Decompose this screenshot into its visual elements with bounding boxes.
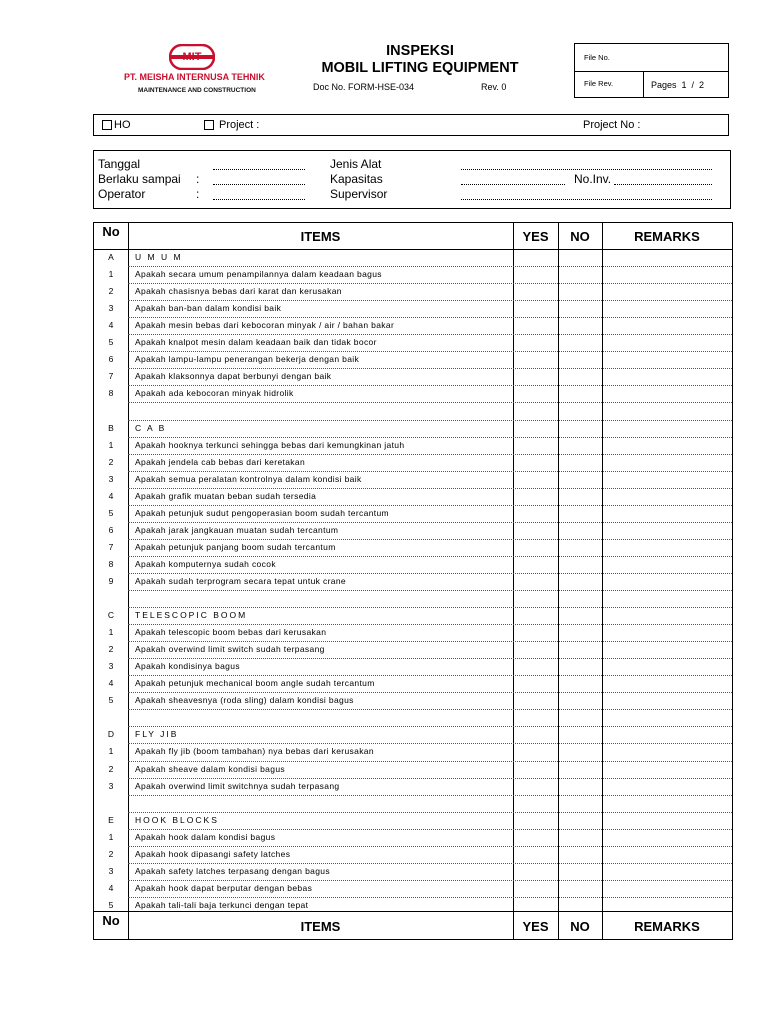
- row-divider: [128, 675, 732, 676]
- item-text: Apakah jendela cab bebas dari keretakan: [135, 456, 306, 467]
- row-divider: [128, 829, 732, 830]
- form-title-line1: INSPEKSI: [386, 43, 454, 59]
- item-text: Apakah tali-tali baja terkunci dengan tepat: [135, 899, 309, 910]
- row-number: E: [108, 814, 114, 825]
- footer-header-no-col: NO: [570, 919, 590, 934]
- row-number: 9: [108, 575, 114, 586]
- row-number: 1: [108, 746, 114, 757]
- row-divider: [128, 812, 732, 813]
- item-text: Apakah telescopic boom bebas dari kerusakan: [135, 627, 327, 638]
- header-items: ITEMS: [300, 229, 341, 244]
- item-text: Apakah secara umum penampilannya dalam keadaan bagus: [135, 269, 382, 280]
- row-number: 3: [108, 661, 114, 672]
- item-text: Apakah lampu-lampu penerangan bekerja dengan baik: [135, 354, 360, 365]
- row-number: 4: [108, 320, 114, 331]
- supervisor-field[interactable]: [461, 199, 712, 200]
- footer-header-yes: YES: [522, 919, 549, 934]
- section-title: TELESCOPIC BOOM: [135, 610, 248, 621]
- row-divider: [128, 471, 732, 472]
- row-divider: [128, 488, 732, 489]
- header-no-col: NO: [570, 229, 590, 244]
- item-text: Apakah sheave dalam kondisi bagus: [135, 763, 286, 774]
- row-divider: [128, 454, 732, 455]
- row-divider: [128, 795, 732, 796]
- row-number: 1: [108, 831, 114, 842]
- row-number: 1: [108, 439, 114, 450]
- item-text: Apakah safety latches terpasang dengan bagus: [135, 865, 330, 876]
- file-info-box: [574, 43, 729, 98]
- row-divider: [128, 368, 732, 369]
- row-divider: [128, 607, 732, 608]
- row-divider: [128, 641, 732, 642]
- row-divider: [128, 420, 732, 421]
- row-divider: [128, 761, 732, 762]
- row-number: 7: [108, 541, 114, 552]
- row-number: 2: [108, 286, 114, 297]
- row-divider: [128, 624, 732, 625]
- row-divider: [128, 317, 732, 318]
- section-title: C A B: [135, 422, 167, 433]
- row-divider: [128, 283, 732, 284]
- item-text: Apakah petunjuk panjang boom sudah tercantum: [135, 541, 336, 552]
- row-divider: [128, 709, 732, 710]
- tanggal-field[interactable]: [213, 169, 305, 170]
- ho-checkbox[interactable]: [102, 120, 112, 130]
- location-bar: [93, 114, 729, 136]
- header-remarks: REMARKS: [634, 229, 700, 244]
- project-checkbox[interactable]: [204, 120, 214, 130]
- item-text: Apakah knalpot mesin dalam keadaan baik dan tidak bocor: [135, 337, 377, 348]
- row-divider: [128, 590, 732, 591]
- row-number: 2: [108, 848, 114, 859]
- item-text: Apakah hook dipasangi safety latches: [135, 848, 291, 859]
- item-text: Apakah petunjuk sudut pengoperasian boom sudah tercantum: [135, 507, 389, 518]
- row-number: 6: [108, 524, 114, 535]
- row-divider: [128, 334, 732, 335]
- equipment-info-box: [93, 150, 731, 209]
- row-divider: [128, 300, 732, 301]
- row-divider: [128, 522, 732, 523]
- item-text: Apakah chasisnya bebas dari karat dan kerusakan: [135, 286, 342, 297]
- row-number: 5: [108, 899, 114, 910]
- berlaku-field[interactable]: [213, 184, 305, 185]
- row-divider: [128, 778, 732, 779]
- row-divider: [128, 658, 732, 659]
- item-text: Apakah hook dalam kondisi bagus: [135, 831, 276, 842]
- operator-colon: :: [196, 187, 200, 201]
- row-divider: [128, 385, 732, 386]
- row-divider: [128, 846, 732, 847]
- row-number: 3: [108, 865, 114, 876]
- row-number: 1: [108, 269, 114, 280]
- item-text: Apakah mesin bebas dari kebocoran minyak / air / bahan bakar: [135, 320, 395, 331]
- form-title-line2: MOBIL LIFTING EQUIPMENT: [321, 60, 519, 76]
- item-text: Apakah sudah terprogram secara tepat untuk crane: [135, 575, 347, 586]
- berlaku-label: Berlaku sampai: [98, 172, 181, 186]
- row-number: 3: [108, 473, 114, 484]
- item-text: Apakah jarak jangkauan muatan sudah tercantum: [135, 524, 339, 535]
- project-no-label: Project No :: [583, 119, 641, 131]
- row-divider: [128, 863, 732, 864]
- jenis-alat-label: Jenis Alat: [330, 157, 382, 171]
- row-number: 7: [108, 371, 114, 382]
- company-name: PT. MEISHA INTERNUSA TEHNIK: [124, 72, 265, 82]
- kapasitas-field[interactable]: [461, 184, 565, 185]
- header-yes: YES: [522, 229, 549, 244]
- company-subtitle: MAINTENANCE AND CONSTRUCTION: [138, 87, 256, 94]
- row-divider: [128, 539, 732, 540]
- item-text: Apakah sheavesnya (roda sling) dalam kondisi bagus: [135, 695, 354, 706]
- item-text: Apakah grafik muatan beban sudah tersedia: [135, 490, 317, 501]
- no-inv-label: No.Inv.: [574, 172, 612, 186]
- mit-logo-icon: [169, 44, 215, 70]
- jenis-alat-field[interactable]: [461, 169, 712, 170]
- row-divider: [128, 743, 732, 744]
- footer-header-items: ITEMS: [300, 919, 341, 934]
- kapasitas-label: Kapasitas: [330, 172, 383, 186]
- row-divider: [128, 573, 732, 574]
- row-number: 6: [108, 354, 114, 365]
- row-number: A: [108, 252, 114, 262]
- item-text: Apakah hooknya terkunci sehingga bebas dari kemungkinan jatuh: [135, 439, 405, 450]
- item-text: Apakah komputernya sudah cocok: [135, 558, 276, 569]
- footer-header-remarks: REMARKS: [634, 919, 700, 934]
- section-title: FLY JIB: [135, 729, 179, 740]
- row-divider: [128, 351, 732, 352]
- berlaku-colon: :: [196, 172, 200, 186]
- row-number: 5: [108, 507, 114, 518]
- supervisor-label: Supervisor: [330, 187, 388, 201]
- row-number: 4: [108, 678, 114, 689]
- row-divider: [128, 402, 732, 403]
- row-number: 2: [108, 456, 114, 467]
- item-text: Apakah ada kebocoran minyak hidrolik: [135, 388, 294, 399]
- item-text: Apakah fly jib (boom tambahan) nya bebas dari kerusakan: [135, 746, 374, 757]
- row-number: D: [107, 729, 115, 740]
- item-text: Apakah hook dapat berputar dengan bebas: [135, 882, 313, 893]
- item-text: Apakah klaksonnya dapat berbunyi dengan baik: [135, 371, 332, 382]
- row-number: 5: [108, 695, 114, 706]
- row-divider: [128, 726, 732, 727]
- row-number: B: [108, 422, 114, 433]
- project-label: Project :: [219, 119, 260, 131]
- file-rev-label: File Rev.: [584, 79, 614, 88]
- item-text: Apakah semua peralatan kontrolnya dalam kondisi baik: [135, 473, 362, 484]
- row-number: 1: [108, 627, 114, 638]
- row-number: 5: [108, 337, 114, 348]
- file-no-label: File No.: [584, 53, 610, 62]
- header-no: No: [102, 224, 120, 239]
- company-logo: [124, 44, 264, 100]
- row-number: 2: [108, 644, 114, 655]
- item-text: Apakah overwind limit switchnya sudah terpasang: [135, 780, 340, 791]
- row-number: C: [107, 610, 115, 621]
- row-number: 8: [108, 558, 114, 569]
- inspection-table: [93, 222, 733, 940]
- item-text: Apakah petunjuk mechanical boom angle sudah tercantum: [135, 678, 375, 689]
- row-divider: [128, 266, 732, 267]
- row-number: 4: [108, 490, 114, 501]
- item-text: Apakah ban-ban dalam kondisi baik: [135, 303, 282, 314]
- row-divider: [128, 692, 732, 693]
- footer-header-no: No: [102, 913, 120, 928]
- section-title: U M U M: [135, 252, 183, 262]
- row-number: 2: [108, 763, 114, 774]
- row-number: 4: [108, 882, 114, 893]
- row-divider: [128, 897, 732, 898]
- row-divider: [128, 556, 732, 557]
- row-divider: [128, 505, 732, 506]
- row-divider: [128, 880, 732, 881]
- revision: Rev. 0: [481, 82, 507, 92]
- row-number: 3: [108, 780, 114, 791]
- svg-text:MIT: MIT: [182, 51, 202, 63]
- row-divider: [128, 437, 732, 438]
- pages-label: Pages 1 / 2: [651, 80, 705, 90]
- section-title: HOOK BLOCKS: [135, 814, 219, 825]
- item-text: Apakah kondisinya bagus: [135, 661, 240, 672]
- item-text: Apakah overwind limit switch sudah terpasang: [135, 644, 325, 655]
- no-inv-field[interactable]: [614, 184, 712, 185]
- operator-label: Operator: [98, 187, 146, 201]
- operator-field[interactable]: [213, 199, 305, 200]
- doc-number: Doc No. FORM-HSE-034: [313, 82, 415, 92]
- ho-label: HO: [114, 119, 131, 131]
- tanggal-label: Tanggal: [98, 157, 141, 171]
- row-number: 8: [108, 388, 114, 399]
- row-number: 3: [108, 303, 114, 314]
